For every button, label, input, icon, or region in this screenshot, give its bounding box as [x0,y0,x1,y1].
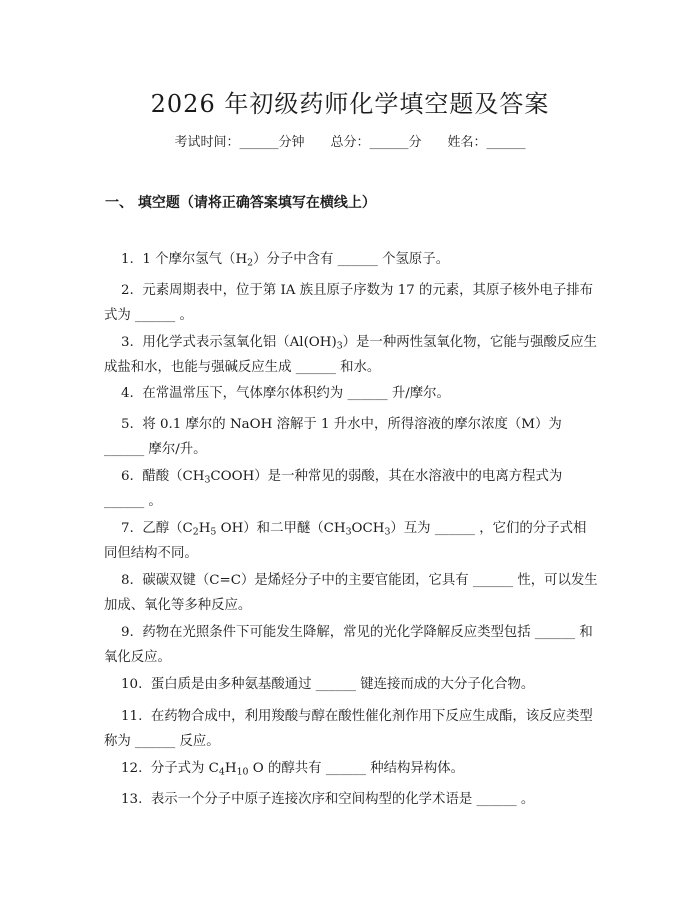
question-13: 13. 表示一个分子中原子连接次序和空间构型的化学术语是 ______ 。 [121,792,535,807]
section-heading: 一、 填空题（请将正确答案填写在横线上） [105,195,376,211]
question-11: 11. 在药物合成中，利用羧酸与醇在酸性催化剂作用下反应生成酯，该反应类型称为 ______ 反应。 [104,709,593,749]
question-3: 3. 用化学式表示氢氧化铝$(Al(OH)_3)$是一种两性氢氧化物，它能与强酸反应生成盐和水，也能与强碱反应生成 ______ 和水。 [104,335,598,375]
exam-time-field: 考试时间：______分钟 [174,135,305,150]
question-9: 9. 药物在光照条件下可能发生降解，常见的光化学降解反应类型包括 ______ 和氧化反应。 [104,625,593,665]
question-10: 10. 蛋白质是由多种氨基酸通过 ______ 键连接而成的大分子化合物。 [121,677,535,692]
question-8: 8. 碳碳双键（C=C）是烯烃分子中的主要官能团，它具有 ______ 性，可以发生加成、氧化等多种反应。 [104,573,598,613]
question-number: 7. [121,521,134,536]
question-number: 3. [121,335,134,350]
question-5: 5. 将 0.1 摩尔的 NaOH 溶解于 1 升水中，所得溶液的摩尔浓度（M）为 ______ 摩尔/升。 [104,417,566,457]
total-score-field: 总分：______分 [330,135,422,150]
question-6: 6. 醋酸$(CH_3COOH)$是一种常见的弱酸，其在水溶液中的电离方程式为 ______ 。 [104,469,567,509]
question-number: 10. [121,677,143,692]
question-1: 1. 1 个摩尔氢气$(H_2)$分子中含有 ______ 个氢原子。 [121,252,450,269]
question-number: 13. [121,792,143,807]
question-12: 12. 分子式为 $C_4H_{10}$ O 的醇共有 ______ 种结构异构体。 [121,761,464,778]
question-number: 4. [121,386,134,401]
question-number: 1. [121,252,134,267]
question-number: 5. [121,417,134,432]
question-number: 2. [121,283,134,298]
question-2: 2. 元素周期表中，位于第 IA 族且原子序数为 17 的元素，其原子核外电子排布式为 ______ 。 [104,283,594,323]
question-number: 6. [121,469,134,484]
exam-info-line [0,131,700,150]
question-4: 4. 在常温常压下，气体摩尔体积约为 ______ 升/摩尔。 [121,386,450,401]
question-number: 12. [121,761,143,776]
student-name-field: 姓名：______ [447,135,526,150]
question-number: 8. [121,573,134,588]
question-number: 9. [121,625,134,640]
question-7: 7. 乙醇（$C_2H_5$ OH）和二甲醚$(CH_3OCH_3)$互为 ______ ，它们的分子式相同但结构不同。 [104,521,587,561]
question-number: 11. [121,709,143,724]
page-title: 2026 年初级药师化学填空题及答案 [150,90,550,118]
